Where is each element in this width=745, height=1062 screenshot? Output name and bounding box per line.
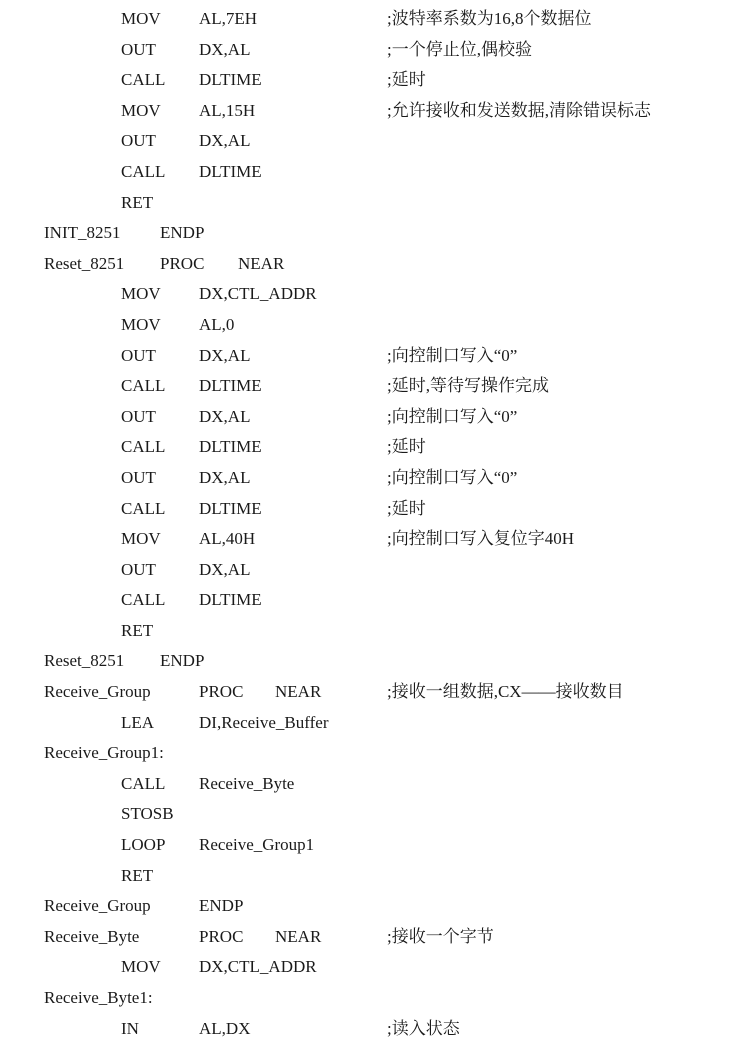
mnemonic: MOV [121,957,161,977]
label: Receive_Byte [44,926,140,946]
label: Reset_8251 [44,253,125,273]
instruction-line [0,371,745,402]
mnemonic: RET [121,865,154,885]
instruction-line [0,4,745,35]
label: INIT_8251 [44,223,121,243]
mnemonic: MOV [121,314,161,334]
directive: PROC [160,253,205,273]
label: Receive_Group [44,896,151,916]
comment: ;向控制口写入复位字40H [387,529,574,549]
instruction-line [0,35,745,66]
instruction-line [0,524,745,555]
instruction-line [0,830,745,861]
code-comment: ;接收一个字节 [387,926,494,946]
instruction-line [0,279,745,310]
instruction-line [0,188,745,219]
comment: ;延时,等待写操作完成 [387,376,549,396]
procedure-line [0,891,745,922]
instruction-line [0,341,745,372]
operand: DX,CTL_ADDR [199,284,317,304]
instruction-line [0,310,745,341]
mnemonic: OUT [121,559,156,579]
mnemonic: OUT [121,39,156,59]
instruction-line [0,555,745,586]
operand: Receive_Group1 [199,835,315,855]
code-comment: ;接收一组数据,CX——接收数目 [387,682,624,702]
operand: DX,CTL_ADDR [199,957,317,977]
operand: DLTIME [199,70,262,90]
comment: ;延时 [387,498,426,518]
instruction-line [0,708,745,739]
instruction-line [0,96,745,127]
operand: DLTIME [199,161,262,181]
comment: ;延时 [387,437,426,457]
directive: PROC [199,682,244,702]
instruction-line [0,799,745,830]
mnemonic: MOV [121,9,161,28]
instruction-line [0,432,745,463]
instruction-line [0,65,745,96]
comment: ;向控制口写入“0” [387,406,518,426]
directive: ENDP [160,651,205,671]
operand: AL,40H [199,529,256,549]
operand: DX,AL [199,131,251,151]
instruction-line [0,861,745,892]
instruction-line [0,157,745,188]
directive: NEAR [275,926,322,946]
mnemonic: CALL [121,498,166,518]
label: Receive_Group1: [44,743,164,763]
instruction-line [0,494,745,525]
operand: Receive_Byte [199,773,295,793]
comment: ;延时 [387,70,426,90]
directive: NEAR [275,682,322,702]
mnemonic: CALL [121,161,166,181]
instruction-line [0,769,745,800]
code-listing [0,4,745,1044]
operand: DX,AL [199,559,251,579]
mnemonic: OUT [121,131,156,151]
comment: ;读入状态 [387,1018,460,1038]
operand: DX,AL [199,467,251,487]
operand: DLTIME [199,498,262,518]
instruction-line [0,585,745,616]
mnemonic: RET [121,620,154,640]
instruction-line [0,952,745,983]
mnemonic: CALL [121,773,166,793]
mnemonic: OUT [121,345,156,365]
comment: ;一个停止位,偶校验 [387,39,532,59]
operand: DX,AL [199,345,251,365]
operand: DLTIME [199,437,262,457]
procedure-line [0,738,745,769]
procedure-line [0,677,745,708]
comment: ;向控制口写入“0” [387,345,518,365]
procedure-line [0,983,745,1014]
instruction-line [0,463,745,494]
label: Receive_Byte1: [44,988,153,1007]
operand: AL,15H [199,100,256,120]
procedure-line [0,646,745,677]
directive: NEAR [238,253,285,273]
mnemonic: OUT [121,467,156,487]
operand: AL,0 [199,314,235,334]
directive: ENDP [199,896,244,916]
mnemonic: MOV [121,284,161,304]
mnemonic: LOOP [121,835,166,855]
directive: PROC [199,926,244,946]
operand: DI,Receive_Buffer [199,712,329,732]
mnemonic: CALL [121,70,166,90]
mnemonic: IN [121,1018,139,1038]
instruction-line [0,1014,745,1045]
comment: ;允许接收和发送数据,清除错误标志 [387,100,651,120]
operand: DLTIME [199,590,262,610]
procedure-line [0,249,745,280]
instruction-line [0,402,745,433]
mnemonic: OUT [121,406,156,426]
operand: DX,AL [199,39,251,59]
operand: AL,DX [199,1018,251,1038]
instruction-line [0,126,745,157]
mnemonic: LEA [121,712,155,732]
directive: ENDP [160,223,205,243]
label: Receive_Group [44,682,151,702]
mnemonic: MOV [121,529,161,549]
label: Reset_8251 [44,651,125,671]
procedure-line [0,922,745,953]
comment: ;向控制口写入“0” [387,467,518,487]
comment: ;波特率系数为16,8个数据位 [387,9,592,28]
mnemonic: RET [121,192,154,212]
mnemonic: CALL [121,590,166,610]
operand: AL,7EH [199,9,258,28]
mnemonic: CALL [121,376,166,396]
operand: DX,AL [199,406,251,426]
mnemonic: MOV [121,100,161,120]
mnemonic: CALL [121,437,166,457]
instruction-line [0,616,745,647]
operand: DLTIME [199,376,262,396]
procedure-line [0,218,745,249]
mnemonic: STOSB [121,804,174,824]
